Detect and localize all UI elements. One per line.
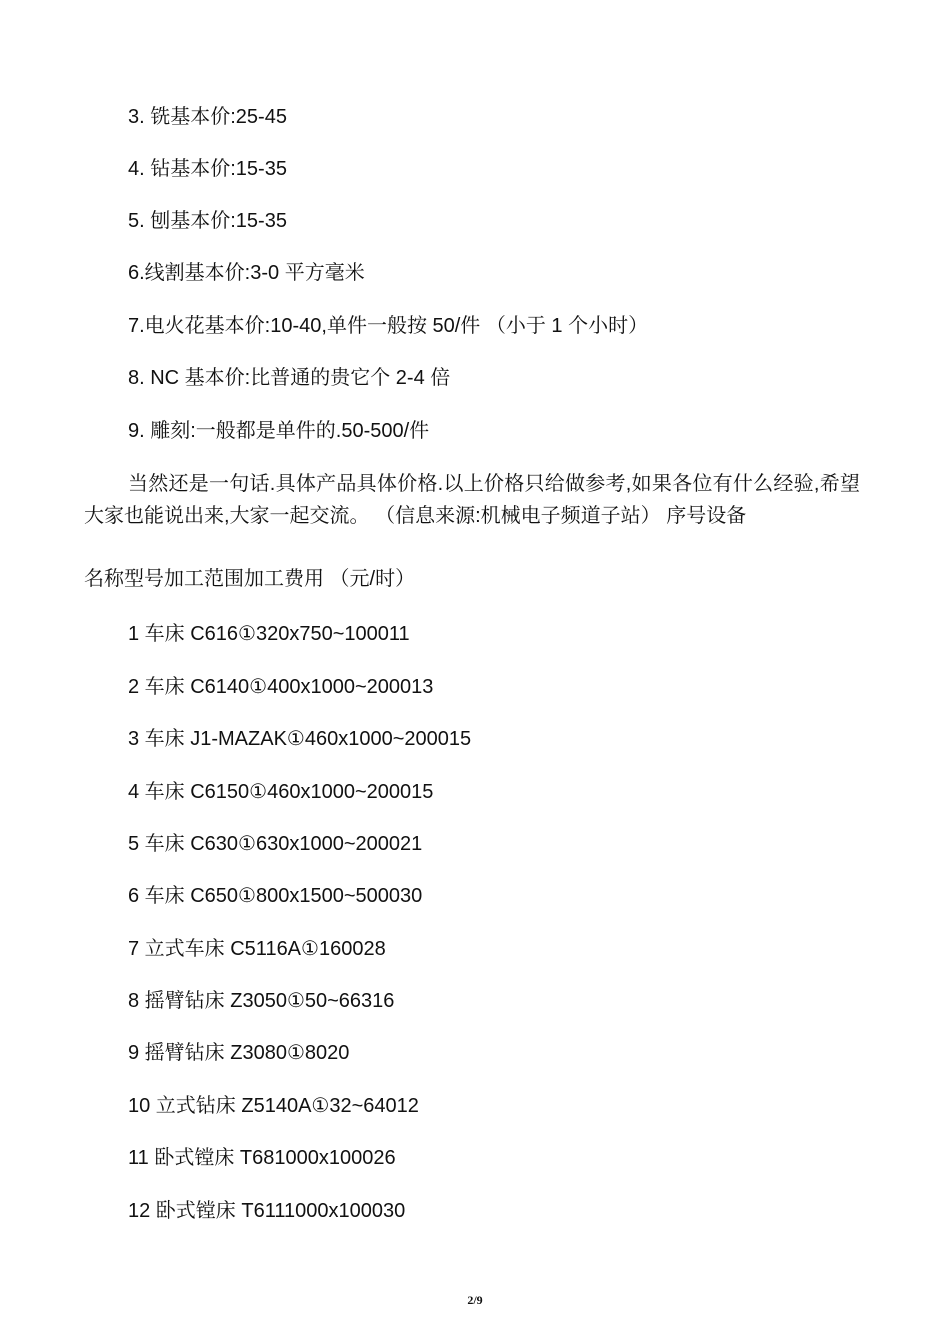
price-item-engraving: 9. 雕刻:一般都是单件的.50-500/件 xyxy=(128,420,430,442)
price-item-edm: 7.电火花基本价:10-40,单件一般按 50/件 （小于 1 个小时） xyxy=(128,315,649,337)
price-item-nc: 8. NC 基本价:比普通的贵它个 2-4 倍 xyxy=(128,367,451,389)
equipment-row: 12 卧式镗床 T6111000x100030 xyxy=(128,1200,406,1222)
equipment-row: 5 车床 C630①630x1000~200021 xyxy=(128,833,423,855)
price-item-milling: 3. 铣基本价:25-45 xyxy=(128,106,287,128)
equipment-row: 6 车床 C650①800x1500~500030 xyxy=(128,885,423,907)
table-header: 名称型号加工范围加工费用 （元/时） xyxy=(84,568,416,590)
price-item-drilling: 4. 钻基本价:15-35 xyxy=(128,158,287,180)
equipment-row: 2 车床 C6140①400x1000~200013 xyxy=(128,676,434,698)
equipment-row: 8 摇臂钻床 Z3050①50~66316 xyxy=(128,990,395,1012)
equipment-row: 7 立式车床 C5116A①160028 xyxy=(128,938,386,960)
equipment-row: 3 车床 J1-MAZAK①460x1000~200015 xyxy=(128,728,472,750)
equipment-row: 10 立式钻床 Z5140A①32~64012 xyxy=(128,1095,419,1117)
price-item-planing: 5. 刨基本价:15-35 xyxy=(128,210,287,232)
equipment-row: 4 车床 C6150①460x1000~200015 xyxy=(128,781,434,803)
page-number: 2/9 xyxy=(467,1293,483,1307)
equipment-row: 1 车床 C616①320x750~100011 xyxy=(128,623,410,645)
closing-paragraph: 当然还是一句话.具体产品具体价格.以上价格只给做参考,如果各位有什么经验,希望大家也能说出来,大家一起交流。 （信息来源:机械电子频道子站） 序号设备 xyxy=(84,473,860,527)
equipment-row: 9 摇臂钻床 Z3080①8020 xyxy=(128,1042,350,1064)
equipment-row: 11 卧式镗床 T681000x100026 xyxy=(128,1147,396,1169)
price-item-wire-cutting: 6.线割基本价:3-0 平方毫米 xyxy=(128,262,365,284)
